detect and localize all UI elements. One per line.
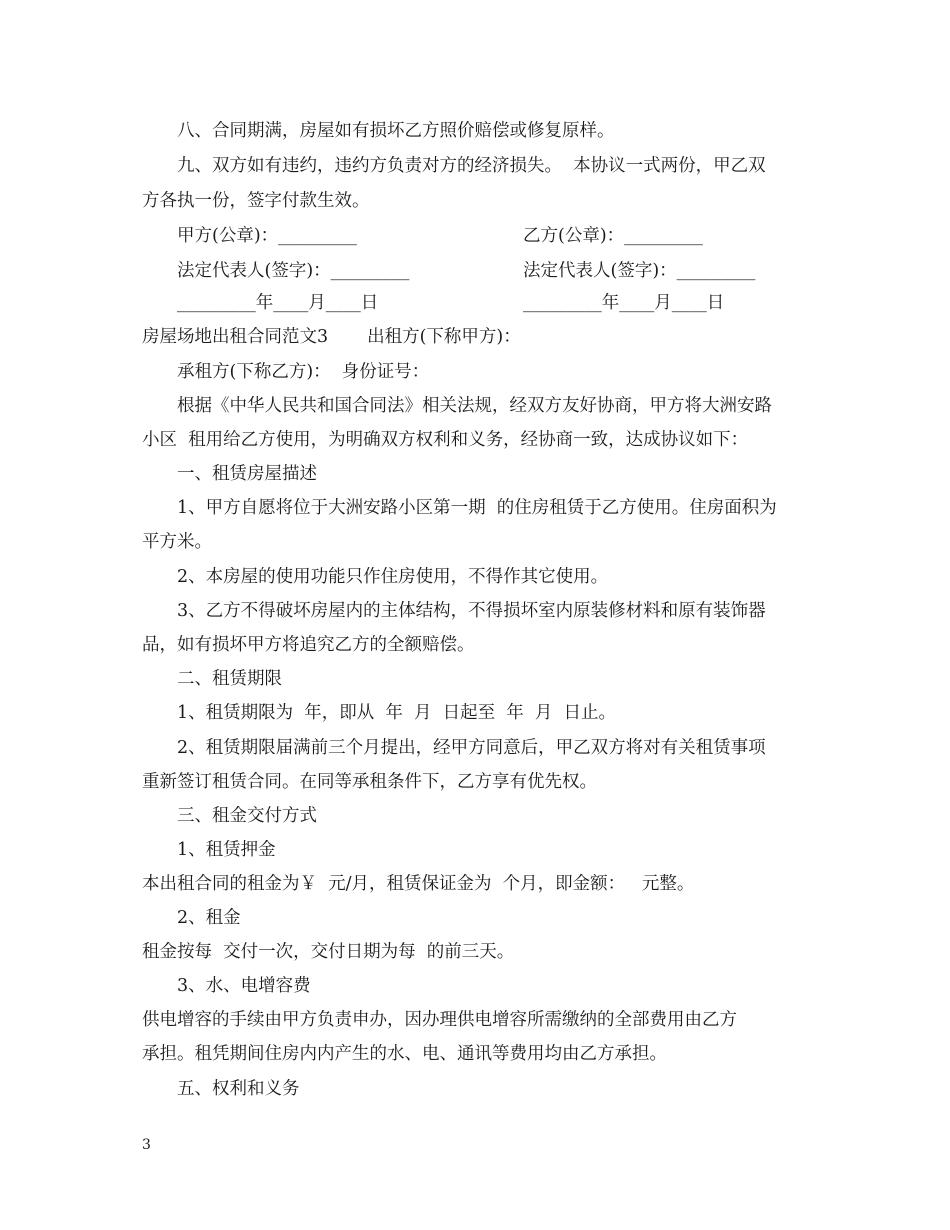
section-3-item3-line1: 供电增容的手续由甲方负责申办，因办理供电增容所需缴纳的全部费用由乙方 bbox=[142, 1010, 737, 1030]
section-1-item1-line2: 平方米。 bbox=[142, 532, 212, 552]
clause-9-line2: 方各执一份，签字付款生效。 bbox=[142, 191, 370, 211]
party-b-seal: 乙方(公章)：_________ bbox=[523, 226, 703, 246]
section-1-item2: 2、本房屋的使用功能只作住房使用，不得作其它使用。 bbox=[177, 567, 609, 587]
contract-heading: 房屋场地出租合同范文3 出租方(下称甲方)： bbox=[142, 327, 521, 347]
clause-9-line1: 九、双方如有违约，违约方负责对方的经济损失。 本协议一式两份，甲乙双 bbox=[177, 156, 766, 176]
section-2-item2-line1: 2、租赁期限届满前三个月提出，经甲方同意后，甲乙双方将对有关租赁事项 bbox=[177, 738, 766, 758]
party-a-date: _________年____月____日 bbox=[177, 293, 379, 313]
party-a-seal: 甲方(公章)：_________ bbox=[177, 226, 357, 246]
section-3-item1-text: 本出租合同的租金为￥ 元/月，租赁保证金为 个月，即金额： 元整。 bbox=[142, 874, 695, 894]
page-number: 3 bbox=[142, 1137, 151, 1153]
party-b-representative: 法定代表人(签字)：_________ bbox=[523, 261, 756, 281]
section-3-item3-line2: 承担。租凭期间住房内内产生的水、电、通讯等费用均由乙方承担。 bbox=[142, 1044, 667, 1064]
section-3-item3: 3、水、电增容费 bbox=[177, 976, 311, 996]
section-1-title: 一、租赁房屋描述 bbox=[177, 464, 317, 484]
section-3-title: 三、租金交付方式 bbox=[177, 806, 317, 826]
section-1-item3-line2: 品，如有损坏甲方将追究乙方的全额赔偿。 bbox=[142, 635, 475, 655]
clause-8: 八、合同期满，房屋如有损坏乙方照价赔偿或修复原样。 bbox=[177, 121, 615, 141]
intro-line2: 小区 租用给乙方使用，为明确双方权利和义务，经协商一致，达成协议如下： bbox=[142, 430, 749, 450]
section-1-item3-line1: 3、乙方不得破坏房屋内的主体结构，不得损坏室内原装修材料和原有装饰器 bbox=[177, 601, 766, 621]
section-1-item1-line1: 1、甲方自愿将位于大洲安路小区第一期 的住房租赁于乙方使用。住房面积为 bbox=[177, 498, 777, 518]
party-b-date: _________年____月____日 bbox=[523, 293, 725, 313]
party-a-representative: 法定代表人(签字)：_________ bbox=[177, 261, 410, 281]
section-2-item1: 1、租赁期限为 年，即从 年 月 日起至 年 月 日止。 bbox=[177, 703, 617, 723]
section-3-item2-text: 租金按每 交付一次，交付日期为每 的前三天。 bbox=[142, 942, 515, 962]
section-3-item1: 1、租赁押金 bbox=[177, 840, 276, 860]
section-5-title: 五、权利和义务 bbox=[177, 1079, 300, 1099]
section-2-title: 二、租赁期限 bbox=[177, 669, 282, 689]
section-2-item2-line2: 重新签订租赁合同。在同等承租条件下，乙方享有优先权。 bbox=[142, 772, 597, 792]
section-3-item2: 2、租金 bbox=[177, 908, 241, 928]
intro-line1: 根据《中华人民共和国合同法》相关法规，经双方友好协商，甲方将大洲安路 bbox=[177, 396, 772, 416]
tenant-line: 承租方(下称乙方)： 身份证号： bbox=[177, 362, 430, 382]
